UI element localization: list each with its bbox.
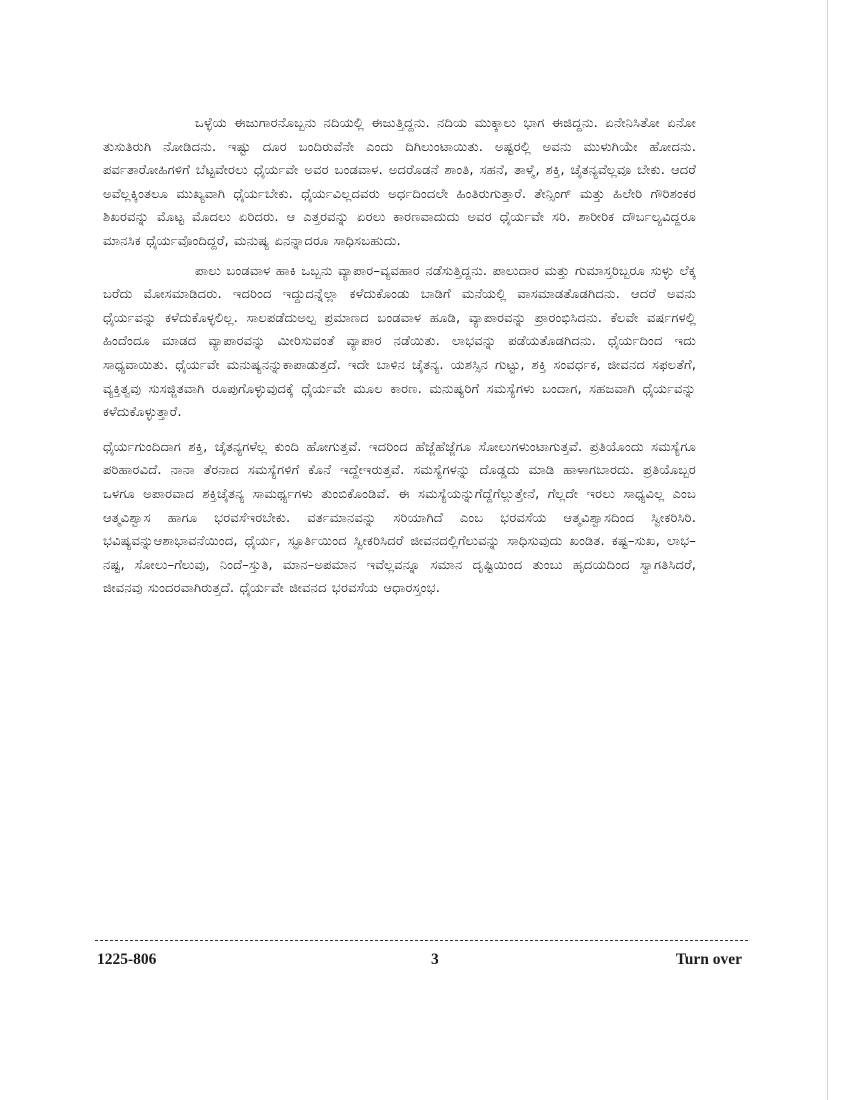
paragraph-courage-pillar: ಧೈರ್ಯಗುಂದಿದಾಗ ಶಕ್ತಿ, ಚೈತನ್ಯಗಳೆಲ್ಲ ಕುಂದಿ ಹೋಗುತ್ತವೆ. ಇದರಿಂದ ಹೆಜ್ಜೆಹೆಜ್ಜೆಗೂ ಸೋಲುಗಳುಂಟಾಗುತ್ತವೆ. ಪ್ರತಿಯೊಂದು ಸಮಸ್ಯೆಗೂ ಪರಿಹಾರವಿದೆ. ನಾನಾ ತೆರನಾದ ಸಮಸ್ಯೆಗಳಿಗೆ ಕೊನೆ ಇದ್ದೇಇರುತ್ತವೆ. ಸಮಸ್ಯೆಗಳನ್ನು ದೊಡ್ಡದು ಮಾಡಿ ಹಾಳಾಗಬಾರದು. ಪ್ರತಿಯೊಬ್ಬರ ಒಳಗೂ ಅಪಾರವಾದ ಶಕ್ತಿಚೈತನ್ಯ ಸಾಮರ್ಥ್ಯಗಳು ತುಂಬಿಕೊಂಡಿವೆ. ಈ ಸಮಸ್ಯೆಯನ್ನುಗೆದ್ದೆಗೆಲ್ಲುತ್ತೇನೆ, ಗೆಲ್ಲದೇ ಇರಲು ಸಾಧ್ಯವಿಲ್ಲ ಎಂಬ ಆತ್ಮವಿಶ್ವಾಸ ಹಾಗೂ ಭರವಸೆಇರಬೇಕು. ವರ್ತಮಾನವನ್ನು ಸರಿಯಾಗಿದೆ ಎಂಬ ಭರವಸೆಯ ಆತ್ಮವಿಶ್ವಾಸದಿಂದ ಸ್ವೀಕರಿಸಿರಿ. ಭವಿಷ್ಯವನ್ನುಆಶಾಭಾವನೆಯಿಂದ, ಧೈರ್ಯ, ಸ್ಫೂರ್ತಿಯಿಂದ ಸ್ವೀಕರಿಸಿದರೆ ಜೀವನದಲ್ಲಿಗೆಲುವನ್ನು ಸಾಧಿಸುವುದು ಖಂಡಿತ. ಕಷ್ಟ–ಸುಖ, ಲಾಭ–ನಷ್ಟ, ಸೋಲು–ಗೆಲುವು, ನಿಂದೆ–ಸ್ತುತಿ, ಮಾನ–ಅಪಮಾನ ಇವೆಲ್ಲವನ್ನೂ ಸಮಾನ ದೃಷ್ಟಿಯಿಂದ ತುಂಬು ಹೃದಯದಿಂದ ಸ್ವಾಗತಿಸಿದರೆ, ಜೀವನವು ಸುಂದರವಾಗಿರುತ್ತದೆ. ಧೈರ್ಯವೇ ಜೀವನದ ಭರವಸೆಯ ಆಧಾರಸ್ತಂಭ. [103, 439, 696, 597]
paper-code: 1225-806 [97, 951, 157, 968]
page-edge-line [827, 0, 828, 1100]
footer-divider [95, 940, 748, 941]
paragraph-business-courage: ಪಾಲು ಬಂಡವಾಳ ಹಾಕಿ ಒಬ್ಬನು ವ್ಯಾಪಾರ–ವ್ಯವಹಾರ ನಡೆಸುತ್ತಿದ್ದನು. ಪಾಲುದಾರ ಮತ್ತು ಗುಮಾಸ್ತರಿಬ್ಬರೂ ಸುಳ್ಳು ಲೆಕ್ಕ ಬರೆದು ಮೋಸಮಾಡಿದರು. ಇದರಿಂದ ಇದ್ದುದನ್ನೆಲ್ಲಾ ಕಳೆದುಕೊಂಡು ಬಾಡಿಗೆ ಮನೆಯಲ್ಲಿ ವಾಸಮಾಡತೊಡಗಿದನು. ಆದರೆ ಅವನು ಧೈರ್ಯವನ್ನು ಕಳೆದುಕೊಳ್ಳಲಿಲ್ಲ. ಸಾಲಪಡೆದುಅಲ್ಪ ಪ್ರಮಾಣದ ಬಂಡವಾಳ ಹೂಡಿ, ವ್ಯಾಪಾರವನ್ನು ಪ್ರಾರಂಭಿಸಿದನು. ಕೆಲವೇ ವರ್ಷಗಳಲ್ಲಿ ಹಿಂದೆಂದೂ ಮಾಡದ ವ್ಯಾಪಾರವನ್ನು ಮೀರಿಸುವಂತೆ ವ್ಯಾಪಾರ ನಡೆಯಿತು. ಲಾಭವನ್ನು ಪಡೆಯತೊಡಗಿದನು. ಧೈರ್ಯದಿಂದ ಇದು ಸಾಧ್ಯವಾಯಿತು. ಧೈರ್ಯವೇ ಮನುಷ್ಯನನ್ನುಕಾಪಾಡುತ್ತದೆ. ಇದೇ ಬಾಳಿನ ಚೈತನ್ಯ. ಯಶಸ್ಸಿನ ಗುಟ್ಟು, ಶಕ್ತಿ ಸಂವರ್ಧಕ, ಜೀವನದ ಸಫಲತೆಗೆ, ವ್ಯಕ್ತಿತ್ವವು ಸುಸಜ್ಜಿತವಾಗಿ ರೂಪುಗೊಳ್ಳುವುದಕ್ಕೆ ಧೈರ್ಯವೇ ಮೂಲ ಕಾರಣ. ಮನುಷ್ಯರಿಗೆ ಸಮಸ್ಯೆಗಳು ಬಂದಾಗ, ಸಹಜವಾಗಿ ಧೈರ್ಯವನ್ನು ಕಳೆದುಕೊಳ್ಳುತ್ತಾರೆ. [103, 263, 696, 421]
page-footer [95, 951, 748, 975]
page-number: 3 [431, 951, 439, 968]
passage-body [103, 112, 696, 601]
turn-over-label: Turn over [675, 951, 742, 968]
paragraph-swimmer-courage: ಒಳ್ಳೆಯ ಈಜುಗಾರನೊಬ್ಬನು ನದಿಯಲ್ಲಿ ಈಜುತ್ತಿದ್ದನು. ನದಿಯ ಮುಕ್ಕಾಲು ಭಾಗ ಈಜಿದ್ದನು. ಏನೇನಿಸಿತೋ ಏನೋ ತುಸುತಿರುಗಿ ನೋಡಿದನು. ಇಷ್ಟು ದೂರ ಬಂದಿರುವೆನೇ ಎಂದು ದಿಗಿಲುಂಟಾಯಿತು. ಅಷ್ಟರಲ್ಲಿ ಅವನು ಮುಳುಗಿಯೇ ಹೋದನು. ಪರ್ವತಾರೋಹಿಗಳಿಗೆ ಬೆಟ್ಟವೇರಲು ಧೈರ್ಯವೇ ಅವರ ಬಂಡವಾಳ. ಅದರೊಡನೆ ಶಾಂತಿ, ಸಹನೆ, ತಾಳ್ಮೆ, ಶಕ್ತಿ, ಚೈತನ್ಯವೆಲ್ಲವೂ ಬೇಕು. ಆದರೆ ಅವೆಲ್ಲಕ್ಕಿಂತಲೂ ಮುಖ್ಯವಾಗಿ ಧೈರ್ಯಬೇಕು. ಧೈರ್ಯವಿಲ್ಲದವರು ಅರ್ಧದಿಂದಲೇ ಹಿಂತಿರುಗುತ್ತಾರೆ. ತೇನ್ಸಿಂಗ್ ಮತ್ತು ಹಿಲೇರಿ ಗೌರಿಶಂಕರ ಶಿಖರವನ್ನು ಮೊಟ್ಟ ಮೊದಲು ಏರಿದರು. ಆ ಎತ್ತರವನ್ನು ಏರಲು ಕಾರಣವಾದುದು ಅವರ ಧೈರ್ಯವೇ ಸರಿ. ಶಾರೀರಿಕ ದೌರ್ಬಲ್ಯವಿದ್ದರೂ ಮಾನಸಿಕ ಧೈರ್ಯವೊಂದಿದ್ದರೆ, ಮನುಷ್ಯ ಏನನ್ನಾದರೂ ಸಾಧಿಸಬಹುದು. [103, 116, 696, 249]
